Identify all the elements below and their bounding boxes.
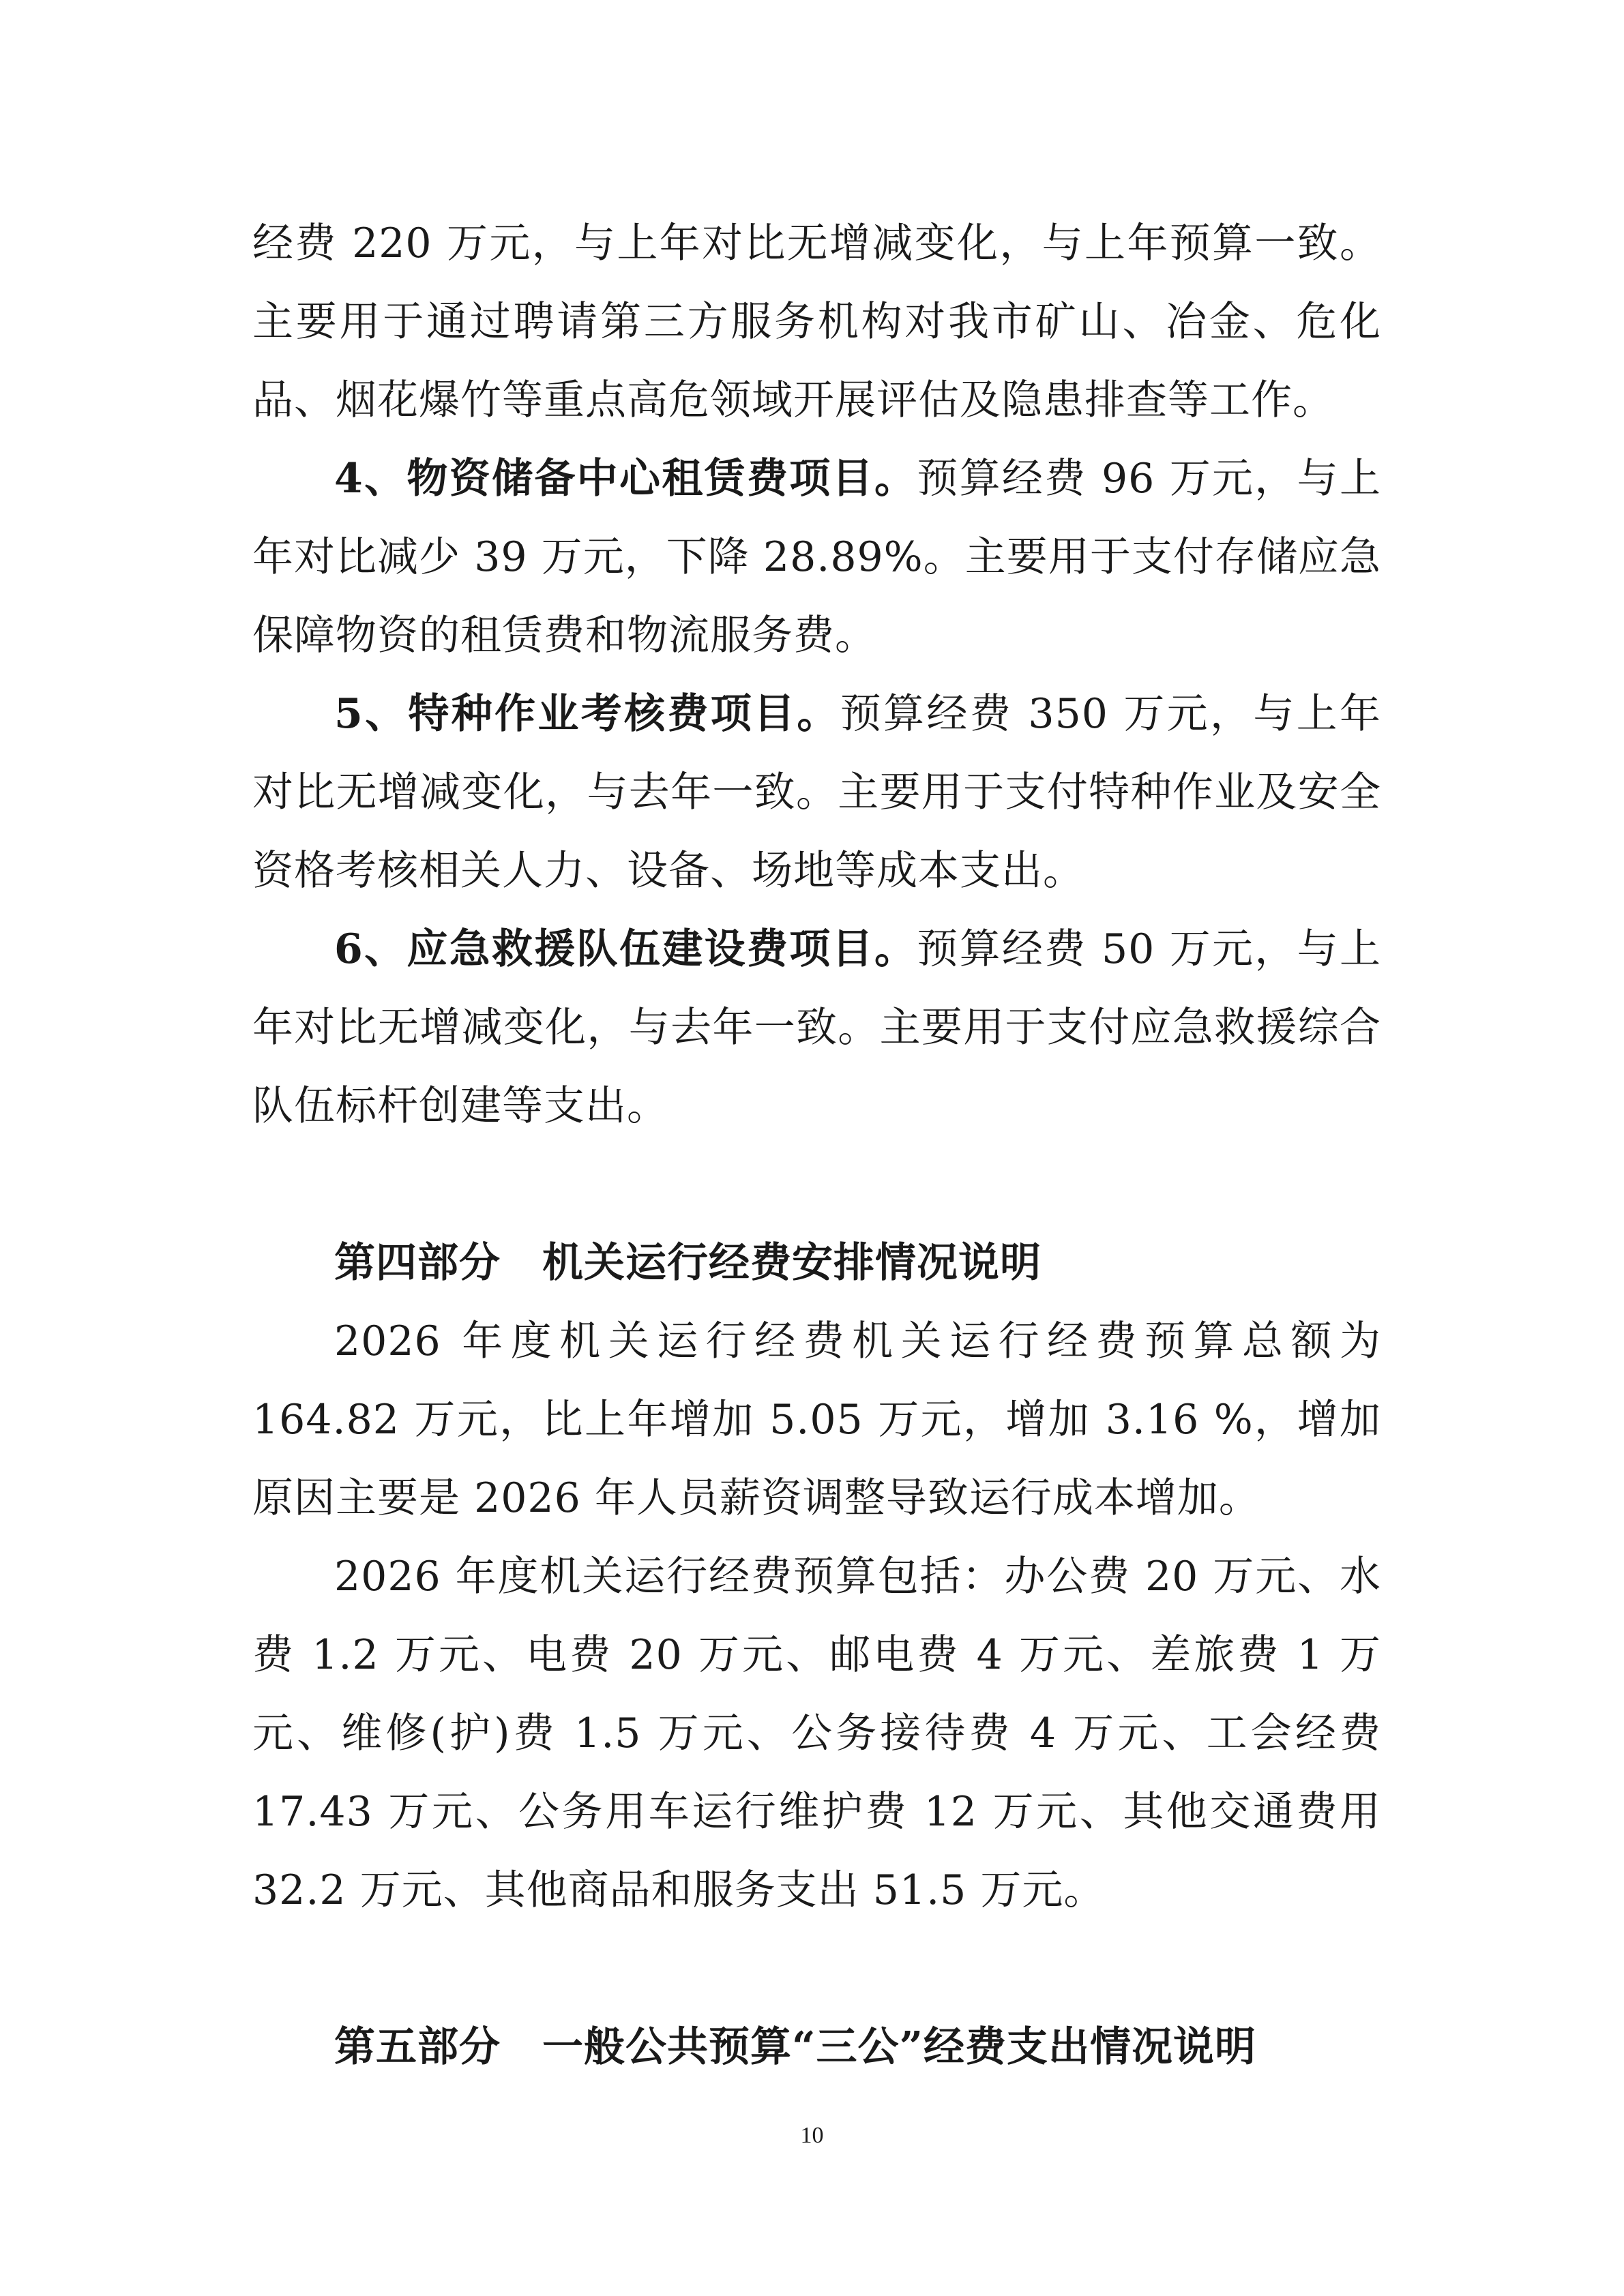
paragraph-operating-budget-total: 2026 年度机关运行经费机关运行经费预算总额为 164.82 万元，比上年增加 5.05 万元，增加 3.16 %，增加原因主要是 2026 年人员薪资调整导致运行成本增加。 <box>252 1317 1381 1522</box>
item-heading: 6、应急救援队伍建设费项目。 <box>334 925 917 973</box>
paragraph-continuation <box>252 205 1381 440</box>
section-heading-part-5: 第五部分 一般公共预算“三公”经费支出情况说明 <box>334 2023 1257 2071</box>
section-heading-part-4: 第四部分 机关运行经费安排情况说明 <box>334 1239 1042 1287</box>
paragraph-text: 预算经费 96 万元，与上年对比减少 39 万元，下降 28.89%。主要用于支付存储应急保障物资的租赁费和物流服务费。 <box>252 455 1382 659</box>
page-number: 10 <box>800 2123 824 2148</box>
paragraph-item-5 <box>252 675 1381 910</box>
paragraph-operating-budget-breakdown: 2026 年度机关运行经费预算包括：办公费 20 万元、水费 1.2 万元、电费 20 万元、邮电费 4 万元、差旅费 1 万元、维修(护)费 1.5 万元、公务接待费 4 万元、工会经费 17.43 万元、公务用车运行维护费 12 万元、其他交通费用 32.2 万元、其他商品和服务支出 51.5 万元。 <box>252 1553 1381 1914</box>
paragraph-item-6 <box>252 910 1381 1146</box>
paragraph-text: 预算经费 50 万元，与上年对比无增减变化，与去年一致。主要用于支付应急救援综合队伍标杆创建等支出。 <box>252 925 1382 1130</box>
item-heading: 5、特种作业考核费项目。 <box>334 690 840 738</box>
paragraph-text: 预算经费 350 万元，与上年对比无增减变化，与去年一致。主要用于支付特种作业及安全资格考核相关人力、设备、场地等成本支出。 <box>252 690 1381 895</box>
paragraph-item-4 <box>252 440 1381 675</box>
page-content <box>252 205 1381 2087</box>
paragraph-text: 经费 220 万元，与上年对比无增减变化，与上年预算一致。主要用于通过聘请第三方服务机构对我市矿山、冶金、危化品、烟花爆竹等重点高危领域开展评估及隐患排查等工作。 <box>252 220 1381 424</box>
item-heading: 4、物资储备中心租赁费项目。 <box>334 455 917 503</box>
